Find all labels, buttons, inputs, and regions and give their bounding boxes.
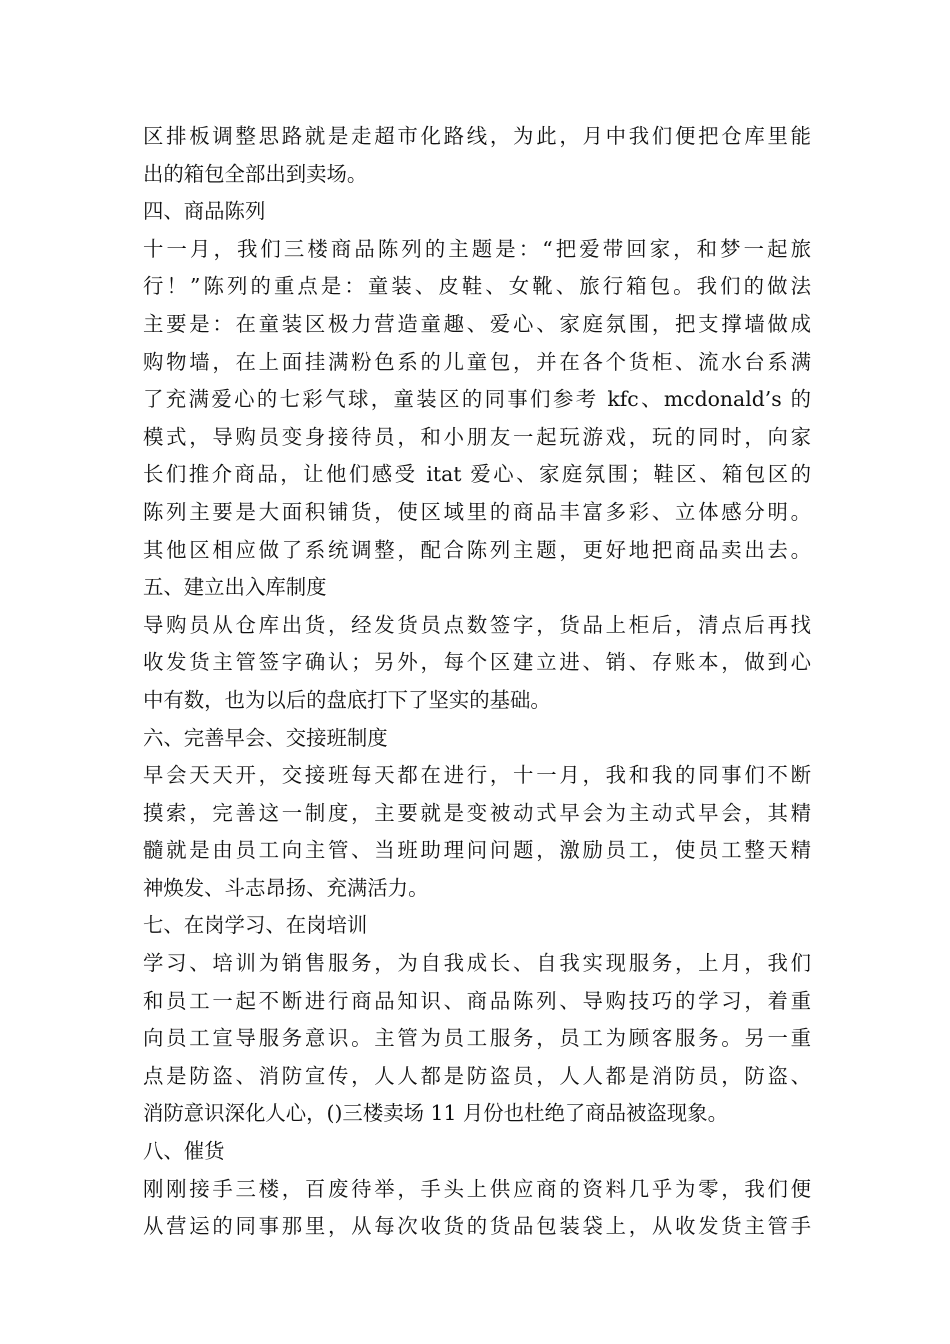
section-heading-8: 八、催货 [143,1139,225,1164]
text-line-23: 学习、培训为销售服务，为自我成长、自我实现服务，上月，我们 [143,951,811,976]
text-line-26: 点是防盗、消防宣传，人人都是防盗员，人人都是消防员，防盗、 [143,1063,811,1088]
text-line-21: 神焕发、斗志昂扬、充满活力。 [143,875,429,900]
text-line-7: 购物墙，在上面挂满粉色系的儿童包，并在各个货柜、流水台系满 [143,349,811,374]
text-line-14: 导购员从仓库出货，经发货员点数签字，货品上柜后，清点后再找 [143,612,811,637]
text-line-11: 陈列主要是大面积铺货，使区域里的商品丰富多彩、立体感分明。 [143,499,811,524]
text-line-2: 出的箱包全部出到卖场。 [143,161,368,186]
text-line-4: 十一月，我们三楼商品陈列的主题是：“把爱带回家，和梦一起旅 [143,236,811,261]
text-line-30: 从营运的同事那里，从每次收货的货品包装袋上，从收发货主管手 [143,1214,811,1239]
document-page [143,118,811,1246]
section-heading-5: 五、建立出入库制度 [143,575,327,600]
text-line-8: 了充满爱心的七彩气球，童装区的同事们参考 kfc、mcdonald’s 的 [143,387,811,412]
section-heading-7: 七、在岗学习、在岗培训 [143,913,368,938]
text-line-16: 中有数，也为以后的盘底打下了坚实的基础。 [143,687,551,712]
text-line-24: 和员工一起不断进行商品知识、商品陈列、导购技巧的学习，着重 [143,988,811,1013]
text-line-29: 刚刚接手三楼，百废待举，手头上供应商的资料几乎为零，我们便 [143,1176,811,1201]
text-line-18: 早会天天开，交接班每天都在进行，十一月，我和我的同事们不断 [143,763,811,788]
text-line-12: 其他区相应做了系统调整，配合陈列主题，更好地把商品卖出去。 [143,537,811,562]
section-heading-6: 六、完善早会、交接班制度 [143,725,388,750]
text-line-5: 行！”陈列的重点是：童装、皮鞋、女靴、旅行箱包。我们的做法 [143,274,811,299]
text-line-25: 向员工宣导服务意识。主管为员工服务，员工为顾客服务。另一重 [143,1026,811,1051]
text-line-6: 主要是：在童装区极力营造童趣、爱心、家庭氛围，把支撑墙做成 [143,311,811,336]
text-line-27: 消防意识深化人心，()三楼卖场 11 月份也杜绝了商品被盗现象。 [143,1101,728,1126]
text-line-1: 区排板调整思路就是走超市化路线，为此，月中我们便把仓库里能 [143,124,811,148]
text-line-15: 收发货主管签字确认；另外，每个区建立进、销、存账本，做到心 [143,650,811,675]
text-line-20: 髓就是由员工向主管、当班助理问问题，激励员工，使员工整天精 [143,838,811,863]
text-line-10: 长们推介商品，让他们感受 itat 爱心、家庭氛围；鞋区、箱包区的 [143,462,811,487]
text-line-19: 摸索，完善这一制度，主要就是变被动式早会为主动式早会，其精 [143,800,811,825]
text-line-9: 模式，导购员变身接待员，和小朋友一起玩游戏，玩的同时，向家 [143,424,811,449]
section-heading-4: 四、商品陈列 [143,199,266,224]
